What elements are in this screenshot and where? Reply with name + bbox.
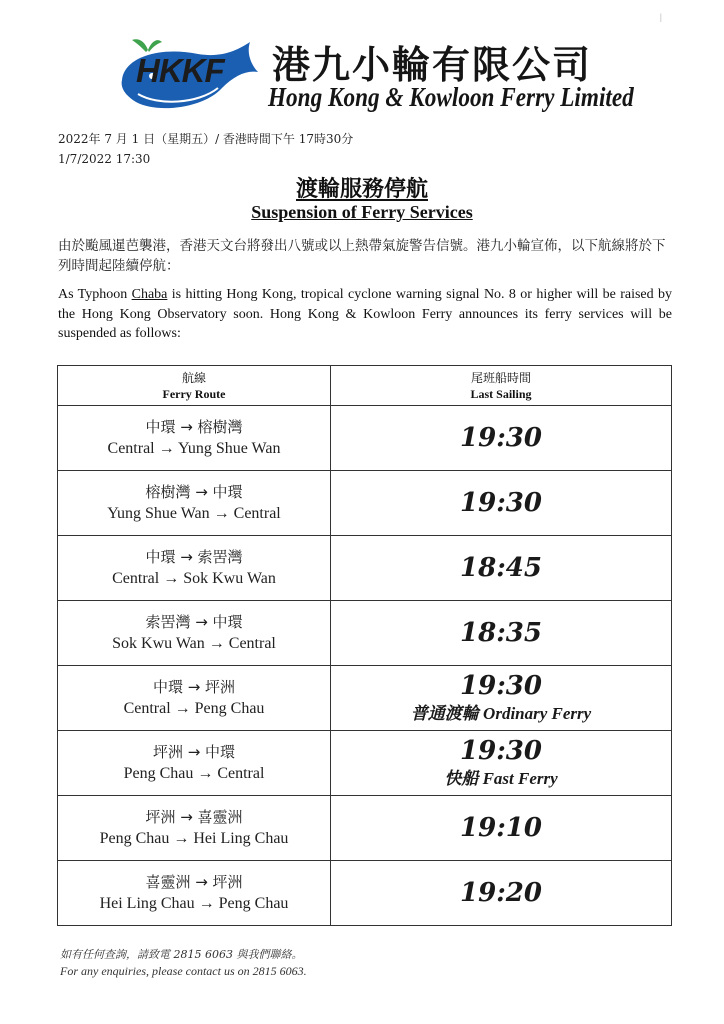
ferry-schedule-table bbox=[57, 365, 672, 926]
notice-title-chinese: 渡輪服務停航 bbox=[295, 177, 428, 202]
route-cell bbox=[58, 471, 331, 536]
table-row bbox=[58, 536, 672, 601]
table-row bbox=[58, 731, 672, 796]
last-sailing-cell bbox=[331, 796, 672, 861]
last-sailing-time: 19:30 bbox=[460, 488, 542, 518]
last-sailing-cell bbox=[331, 406, 672, 471]
last-sailing-cell bbox=[331, 666, 672, 731]
last-sailing-time: 18:35 bbox=[460, 618, 542, 648]
company-logo bbox=[118, 36, 268, 116]
route-cell bbox=[58, 861, 331, 926]
route-english: Hei Ling Chau → Peng Chau bbox=[99, 895, 289, 912]
last-sailing-time: 19:30 bbox=[460, 736, 542, 766]
table-row bbox=[58, 601, 672, 666]
ferry-type-note: 快船 Fast Ferry bbox=[444, 769, 558, 788]
footer-enquiry-english: For any enquiries, please contact us on 2815 6063. bbox=[60, 964, 307, 978]
route-english: Peng Chau → Central bbox=[123, 765, 265, 782]
route-cell bbox=[58, 536, 331, 601]
last-sailing-cell bbox=[331, 601, 672, 666]
time-header-english: Last Sailing bbox=[470, 386, 532, 401]
last-sailing-time: 19:10 bbox=[460, 813, 542, 843]
table-row bbox=[58, 666, 672, 731]
notice-body-english bbox=[58, 285, 672, 344]
route-cell bbox=[58, 796, 331, 861]
last-sailing-time: 18:45 bbox=[460, 553, 542, 583]
route-cell bbox=[58, 406, 331, 471]
table-row bbox=[58, 861, 672, 926]
time-header-chinese: 尾班船時間 bbox=[470, 370, 531, 385]
table-header-row bbox=[58, 366, 672, 406]
last-sailing-cell bbox=[331, 731, 672, 796]
route-cell bbox=[58, 731, 331, 796]
route-chinese: 中環 → 索罟灣 bbox=[145, 548, 243, 566]
last-sailing-cell bbox=[331, 861, 672, 926]
route-english: Peng Chau → Hei Ling Chau bbox=[99, 830, 289, 847]
route-column-header bbox=[58, 366, 331, 406]
route-chinese: 中環 → 坪洲 bbox=[152, 678, 236, 696]
notice-body-chinese: 由於颱風暹芭襲港，香港天文台將發出八號或以上熱帶氣旋警告信號。港九小輪宣佈，以下航線將於下列時間起陸續停航： bbox=[58, 238, 666, 274]
company-name-chinese: 港九小輪有限公司 bbox=[272, 42, 593, 87]
route-chinese: 喜靈洲 → 坪洲 bbox=[145, 873, 243, 891]
last-sailing-cell bbox=[331, 471, 672, 536]
last-sailing-cell bbox=[331, 536, 672, 601]
route-english: Central → Yung Shue Wan bbox=[107, 440, 281, 457]
ferry-type-note: 普通渡輪 Ordinary Ferry bbox=[410, 704, 592, 723]
route-cell bbox=[58, 601, 331, 666]
route-english: Central → Sok Kwu Wan bbox=[112, 570, 276, 587]
logo-wordmark: HKKF bbox=[136, 52, 224, 89]
route-chinese: 榕樹灣 → 中環 bbox=[145, 483, 243, 501]
dateline-numeric: 1/7/2022 17:30 bbox=[58, 152, 151, 166]
route-chinese: 索罟灣 → 中環 bbox=[145, 613, 243, 631]
table-row bbox=[58, 471, 672, 536]
body-text-start: As Typhoon bbox=[58, 287, 132, 302]
footer-enquiry-chinese: 如有任何查詢，請致電 2815 6063 與我們聯絡。 bbox=[60, 948, 303, 961]
route-english: Central → Peng Chau bbox=[123, 700, 265, 717]
notice-title-english: Suspension of Ferry Services bbox=[251, 202, 473, 222]
body-text-end: is hitting Hong Kong, tropical cyclone warning signal No. 8 or higher will be raised by the Hong Kong Observatory soon. Hong Kong & Kowloon Ferry announces its ferry services will be suspended as follows: bbox=[58, 287, 672, 341]
route-chinese: 坪洲 → 喜靈洲 bbox=[145, 808, 243, 826]
company-name-english: Hong Kong & Kowloon Ferry Limited bbox=[268, 82, 634, 112]
table-row bbox=[58, 796, 672, 861]
route-header-english: Ferry Route bbox=[162, 386, 226, 401]
route-chinese: 坪洲 → 中環 bbox=[152, 743, 236, 761]
last-sailing-column-header bbox=[331, 366, 672, 406]
table-row bbox=[58, 406, 672, 471]
page-edge-mark: | bbox=[660, 12, 662, 22]
last-sailing-time: 19:30 bbox=[460, 671, 542, 701]
dateline-chinese: 2022年 7 月 1 日（星期五）/ 香港時間下午 17時30分 bbox=[58, 132, 354, 146]
route-chinese: 中環 → 榕樹灣 bbox=[145, 418, 243, 436]
route-header-chinese: 航線 bbox=[181, 370, 206, 385]
route-cell bbox=[58, 666, 331, 731]
typhoon-name: Chaba bbox=[131, 287, 168, 302]
last-sailing-time: 19:20 bbox=[460, 878, 542, 908]
last-sailing-time: 19:30 bbox=[460, 423, 542, 453]
route-english: Yung Shue Wan → Central bbox=[107, 505, 281, 522]
route-english: Sok Kwu Wan → Central bbox=[112, 635, 276, 652]
